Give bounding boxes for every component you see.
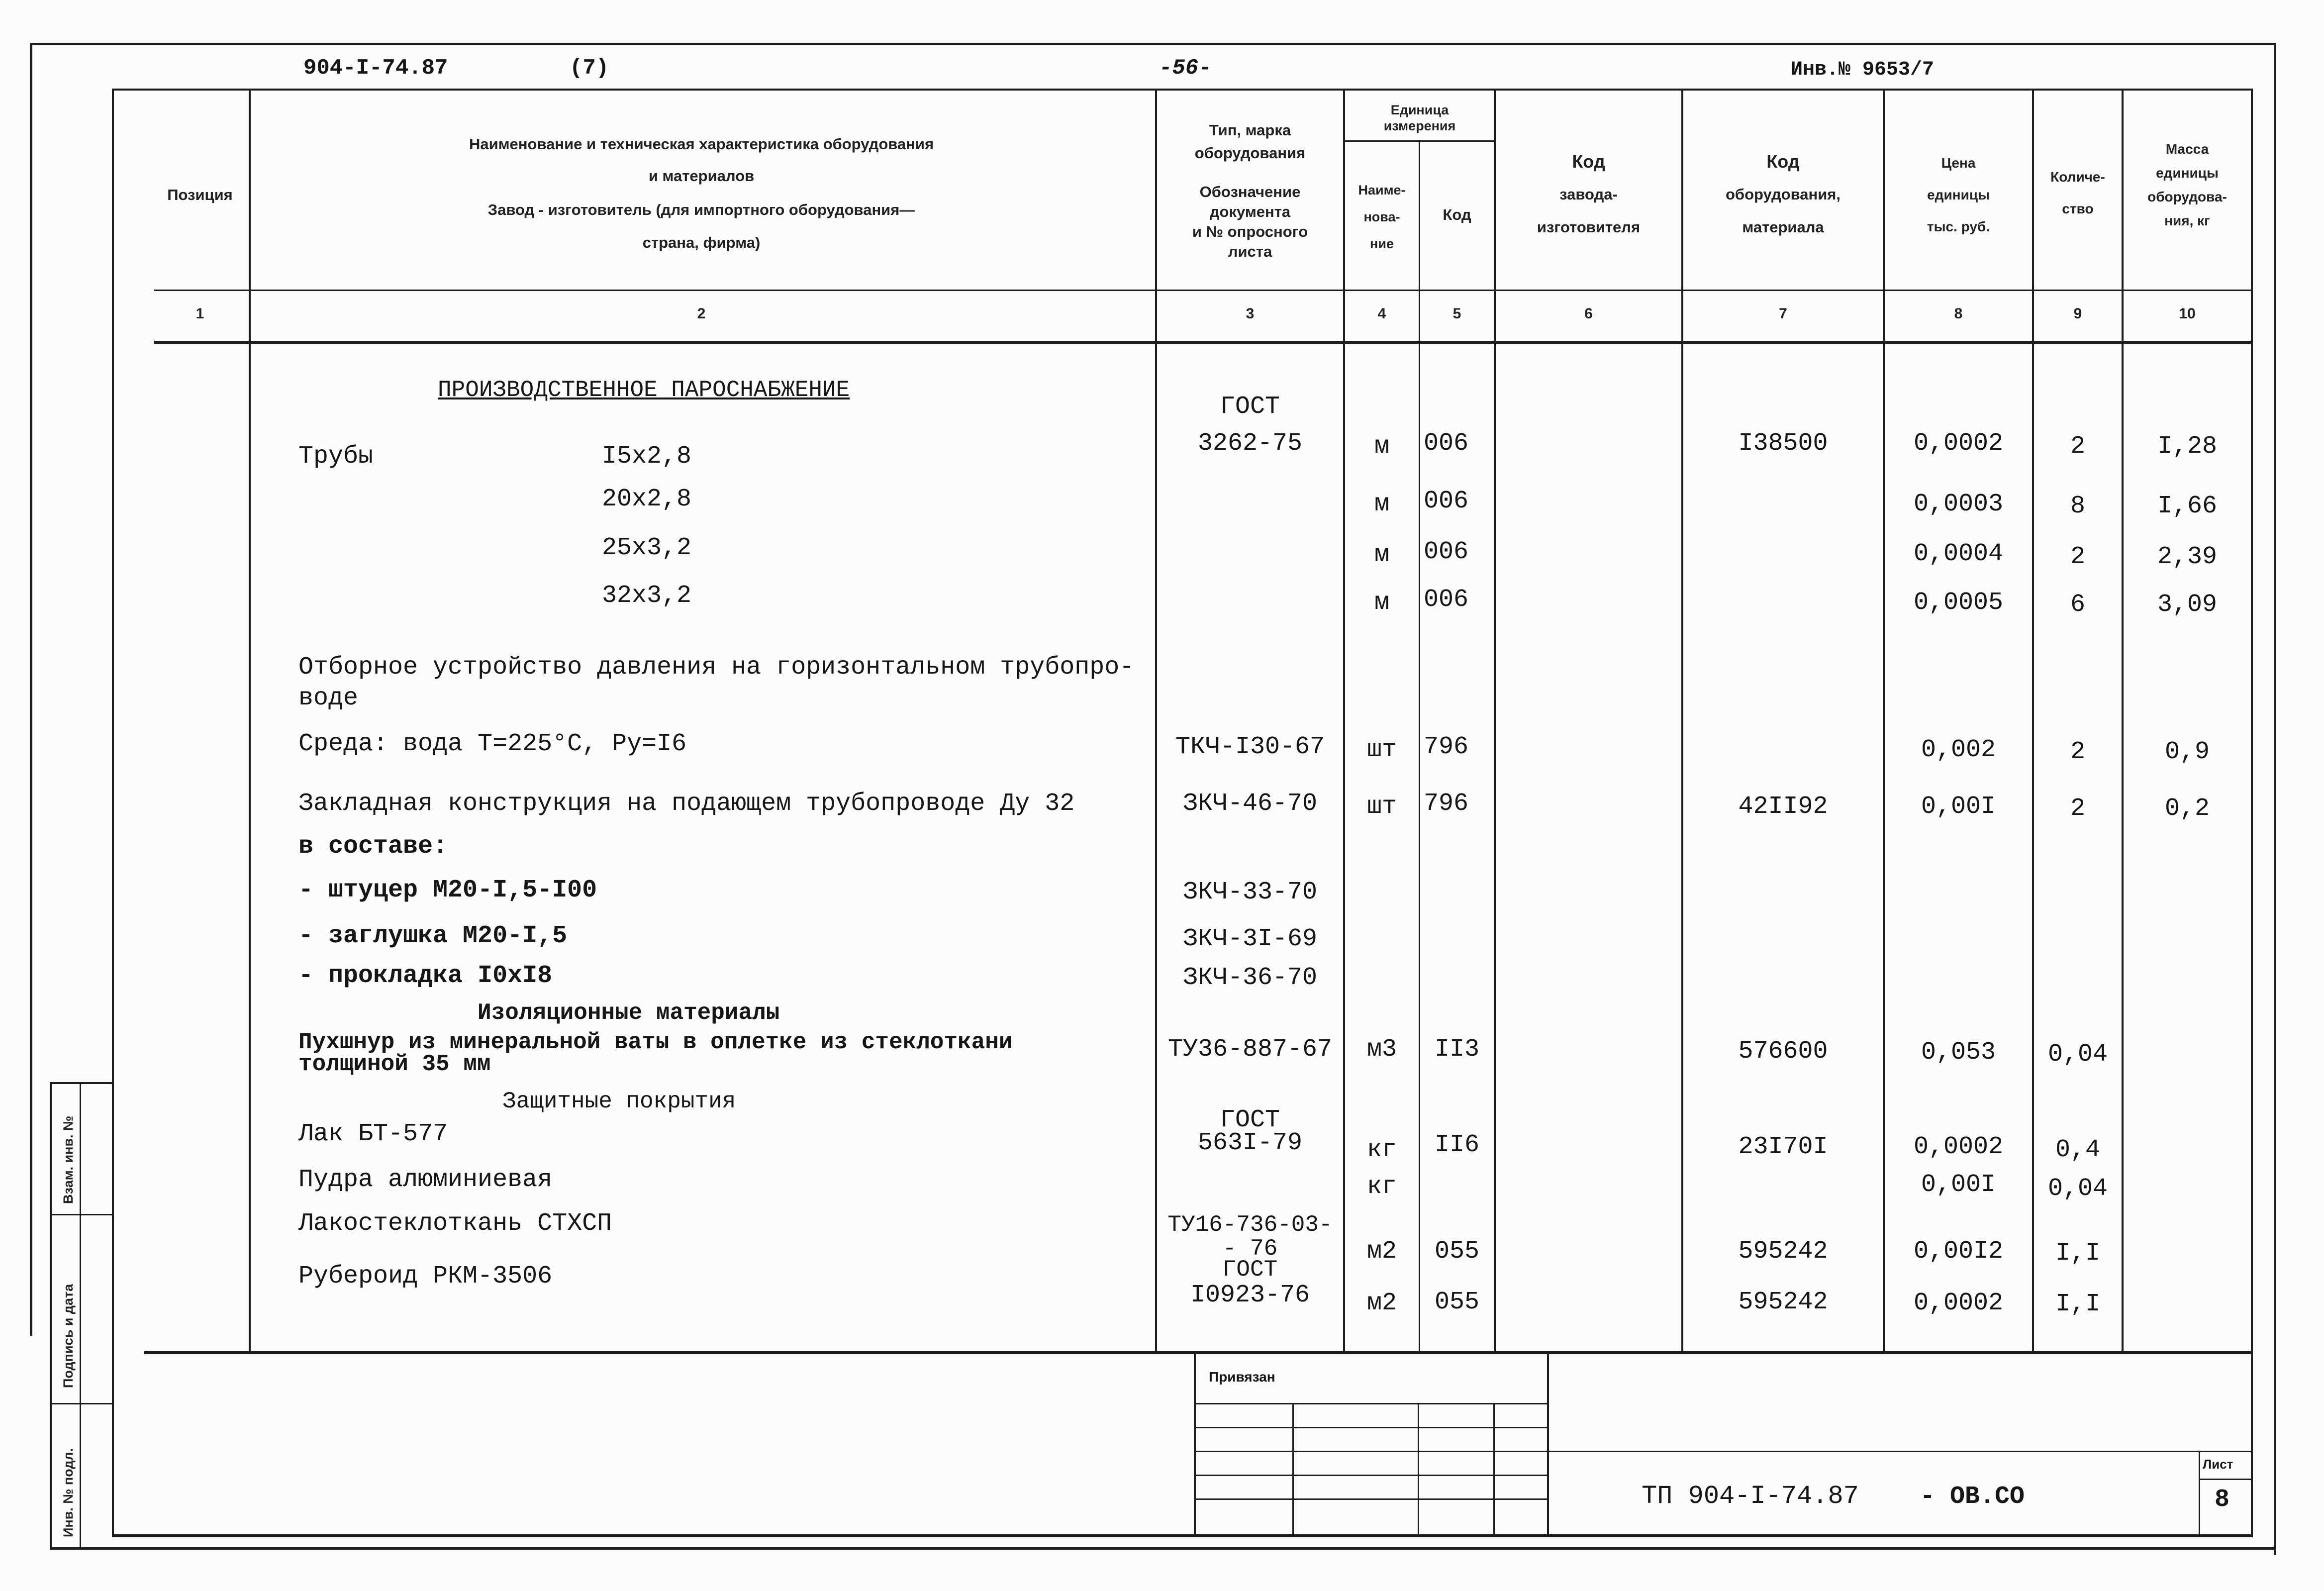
column-number: 4 [1377,305,1386,322]
sheet-number: 8 [2215,1486,2230,1514]
unit-code: 055 [1434,1237,1479,1266]
unit-mass: 3,09 [2157,591,2218,619]
doc-number: ТКЧ-I30-67 [1175,733,1325,761]
unit-code: 006 [1424,538,1469,566]
col2-header-line1: Наименование и техническая характеристика оборудования [469,135,934,153]
unit-name: м2 [1366,1237,1397,1266]
quantity: I,I [2055,1290,2100,1318]
material-name: Пудра алюминиевая [298,1166,553,1194]
component-name: - штуцер М20-I,5-I00 [298,876,597,904]
gost-a-number: 3262-75 [1197,429,1303,458]
unit-name: м [1374,490,1389,518]
cord-description-line2: толщиной 35 мм [298,1051,491,1077]
insulation-title: Изоляционные материалы [478,1000,780,1026]
stamp-suffix: - ОВ.СО [1920,1483,2025,1511]
col10-header-line4: ния, кг [2164,213,2210,228]
stamp-designation-rule [1547,1451,2251,1452]
col3-header-line2: оборудования [1194,144,1306,162]
unit-price: 0,0003 [1913,490,2004,518]
stamp-right-rule [1547,1351,1549,1535]
material-code: 595242 [1738,1237,1828,1266]
unit-mass: 0,9 [2164,738,2210,766]
unit-price: 0,00I [1921,793,1996,821]
col3-header-line4: документа [1209,203,1291,220]
col10-header-line3: оборудова- [2147,189,2227,204]
quantity: 0,04 [2047,1175,2108,1203]
doc-standard: ГОСТ [1220,1106,1280,1134]
tap-description-line2: воде [298,684,359,712]
col6-header-line3: изготовителя [1537,218,1641,236]
section-title: ПРОИЗВОДСТВЕННОЕ ПАРОСНАБЖЕНИЕ [438,377,850,403]
frame-left [112,89,114,1536]
unit-name: м [1374,541,1389,569]
col7-header-line1: Код [1766,151,1800,172]
sheet-box-left [2199,1451,2200,1535]
frame-bottom-outer [50,1547,2276,1550]
header-divider [154,290,2251,291]
col4-header-line2: нова- [1363,209,1400,224]
side-strip-v2 [80,1082,81,1547]
col-line-2 [1155,89,1157,1352]
doc-number: I0923-76 [1190,1281,1310,1309]
unit-mass: 2,39 [2157,543,2218,571]
quantity: 0,04 [2047,1040,2108,1069]
col-line-1 [249,89,251,1352]
sheet-label: Лист [2203,1457,2233,1472]
material-name: Лакостеклоткань СТХСП [298,1209,612,1238]
component-name: - заглушка М20-I,5 [298,922,568,950]
col-line-6 [1681,89,1683,1352]
composition-label: в составе: [298,832,448,861]
unit-mass: 0,2 [2164,795,2210,823]
col-line-9 [2122,89,2124,1352]
doc-number: 563I-79 [1197,1129,1303,1157]
quantity: 0,4 [2055,1136,2100,1164]
frame-top-inner [112,89,2251,91]
quantity: 2 [2070,432,2085,461]
doc-year: - 76 [1222,1236,1278,1262]
column-number: 9 [2073,305,2082,322]
stamp-grid-v2 [1418,1403,1419,1535]
doc-standard: ГОСТ [1222,1257,1278,1283]
quantity: 2 [2070,543,2085,571]
col9-header-line2: ство [2062,201,2094,216]
unit-name: кг [1366,1173,1397,1201]
column-number: 10 [2179,305,2196,322]
col1-header: Позиция [167,186,233,203]
doc-number: ЗКЧ-36-70 [1182,964,1318,992]
unit-mass: I,28 [2157,432,2218,461]
material-code: 595242 [1738,1288,1828,1316]
doc-number: ЗКЧ-46-70 [1182,790,1318,818]
unit-price: 0,0005 [1913,589,2004,617]
doc-number: ТУ36-887-67 [1167,1035,1333,1064]
unit-name: м [1374,432,1389,461]
inventory-number: Инв.№ 9653/7 [1791,59,1935,81]
col5-header: Код [1443,206,1471,223]
unit-price: 0,00I [1921,1171,1996,1199]
unit-name: кг [1366,1136,1397,1164]
column-number: 6 [1584,305,1593,322]
side-strip-h1 [50,1214,112,1215]
frame-right [2251,89,2253,1536]
coating-title: Защитные покрытия [502,1089,736,1114]
unit-code: 055 [1434,1288,1479,1316]
col7-header-line3: материала [1742,218,1824,236]
material-code: 23I70I [1738,1133,1828,1161]
pipe-size: 20x2,8 [602,485,692,513]
unit-code: 006 [1424,429,1469,458]
unit-price: 0,053 [1921,1038,1996,1067]
col10-header-line1: Масса [2165,141,2209,157]
material-code: 42II92 [1738,793,1828,821]
unit-name: м2 [1366,1289,1397,1317]
page-number: -56- [1159,56,1212,81]
col8-header-line1: Цена [1941,155,1976,171]
col-line-4 [1419,142,1420,1352]
stamp-grid-v1 [1292,1403,1294,1535]
unit-code: II3 [1434,1035,1479,1064]
unit-code: II6 [1434,1131,1479,1159]
column-number: 1 [195,305,204,322]
unit-price: 0,0002 [1913,1133,2004,1161]
tap-medium: Среда: вода Т=225°С, Ру=I6 [298,730,687,758]
material-name: Рубероид РКМ-3506 [298,1262,553,1291]
col10-header-line2: единицы [2156,165,2219,181]
col-line-7 [1883,89,1885,1352]
unit-group-header-line2: измерения [1383,118,1456,133]
attached-label: Привязан [1209,1369,1275,1385]
col9-header-line1: Количе- [2050,169,2105,185]
column-number: 2 [697,305,706,322]
unit-price: 0,00I2 [1913,1237,2004,1266]
frame-bottom [112,1534,2253,1537]
material-name: Лак БТ-577 [298,1120,448,1148]
unit-name: шт [1366,793,1397,821]
tap-description-line1: Отборное устройство давления на горизонтальном трубопро- [298,653,1135,682]
embedded-description: Закладная конструкция на подающем трубопроводе Ду 32 [298,790,1075,818]
pipe-size: I5x2,8 [602,442,692,471]
pipes-label: Трубы [298,442,374,471]
quantity: 2 [2070,795,2085,823]
col2-header-line2: и материалов [648,167,755,185]
unit-name: м3 [1366,1035,1397,1064]
doc-number: ЗКЧ-33-70 [1182,878,1318,906]
col4-header-line3: ние [1370,236,1394,251]
material-code: 576600 [1738,1037,1828,1066]
col2-header-line3: Завод - изготовитель (для импортного оборудования— [487,201,915,218]
component-name: - прокладка I0xI8 [298,962,553,990]
material-code: I38500 [1738,429,1828,458]
col7-header-line2: оборудования, [1725,186,1840,203]
unit-price: 0,0002 [1913,1289,2004,1317]
unit-code: 006 [1424,586,1469,614]
col6-header-line1: Код [1572,151,1605,172]
column-number: 3 [1246,305,1255,322]
side-strip-h2 [50,1403,112,1404]
unit-price: 0,0004 [1913,540,2004,568]
column-number: 5 [1452,305,1461,322]
quantity: 6 [2070,591,2085,619]
signature-date-label: Подпись и дата [61,1284,76,1388]
pipe-size: 32x3,2 [602,582,692,610]
col3-header-line5: и № опросного [1192,223,1308,240]
quantity: 8 [2070,492,2085,520]
col6-header-line2: завода- [1559,186,1618,203]
side-strip-v1 [50,1082,52,1550]
frame-right-outer [2274,43,2276,1555]
replaces-inventory-label: Взам. инв. № [61,1115,76,1204]
unit-code: 006 [1424,487,1469,515]
unit-price: 0,002 [1921,736,1996,764]
doc-number: ЗКЧ-3I-69 [1182,925,1318,953]
unit-group-header-line1: Единица [1390,102,1449,117]
quantity: 2 [2070,738,2085,766]
gost-a: ГОСТ [1220,393,1280,421]
column-number: 8 [1954,305,1963,322]
unit-name: шт [1366,736,1397,764]
unit-code: 796 [1424,790,1469,818]
col8-header-line2: единицы [1927,187,1990,202]
col3-header-line1: Тип, марка [1209,121,1291,139]
col3-header-line3: Обозначение [1199,183,1301,200]
col8-header-line3: тыс. руб. [1927,219,1990,234]
issue-number: (7) [570,56,609,81]
frame-top [30,43,2274,45]
col4-header-line1: Наиме- [1358,183,1406,198]
doc-number: ТУ16-736-03- [1167,1212,1333,1238]
stamp-left-rule [1194,1351,1196,1535]
quantity: I,I [2055,1239,2100,1268]
frame-left-outer [30,43,32,1336]
col-line-5 [1494,89,1496,1352]
document-designation: 904-I-74.87 [303,56,448,81]
cord-description-line1: Пухшнур из минеральной ваты в оплетке из стеклоткани [298,1029,1013,1055]
unit-code: 796 [1424,733,1469,761]
column-number: 7 [1779,305,1787,322]
original-inventory-label: Инв. № подл. [61,1448,76,1537]
unit-price: 0,0002 [1913,429,2004,458]
col2-header-line4: страна, фирма) [642,234,761,251]
sheet-box-mid [2199,1479,2251,1480]
unit-mass: I,66 [2157,492,2218,520]
unit-name: м [1374,589,1389,617]
col3-header-line6: листа [1228,243,1272,260]
pipe-size: 25x3,2 [602,534,692,562]
header-bottom [154,341,2251,344]
stamp-top-rule [144,1351,2251,1354]
stamp-grid-v3 [1493,1403,1495,1535]
stamp-designation: ТП 904-I-74.87 [1642,1482,1859,1511]
